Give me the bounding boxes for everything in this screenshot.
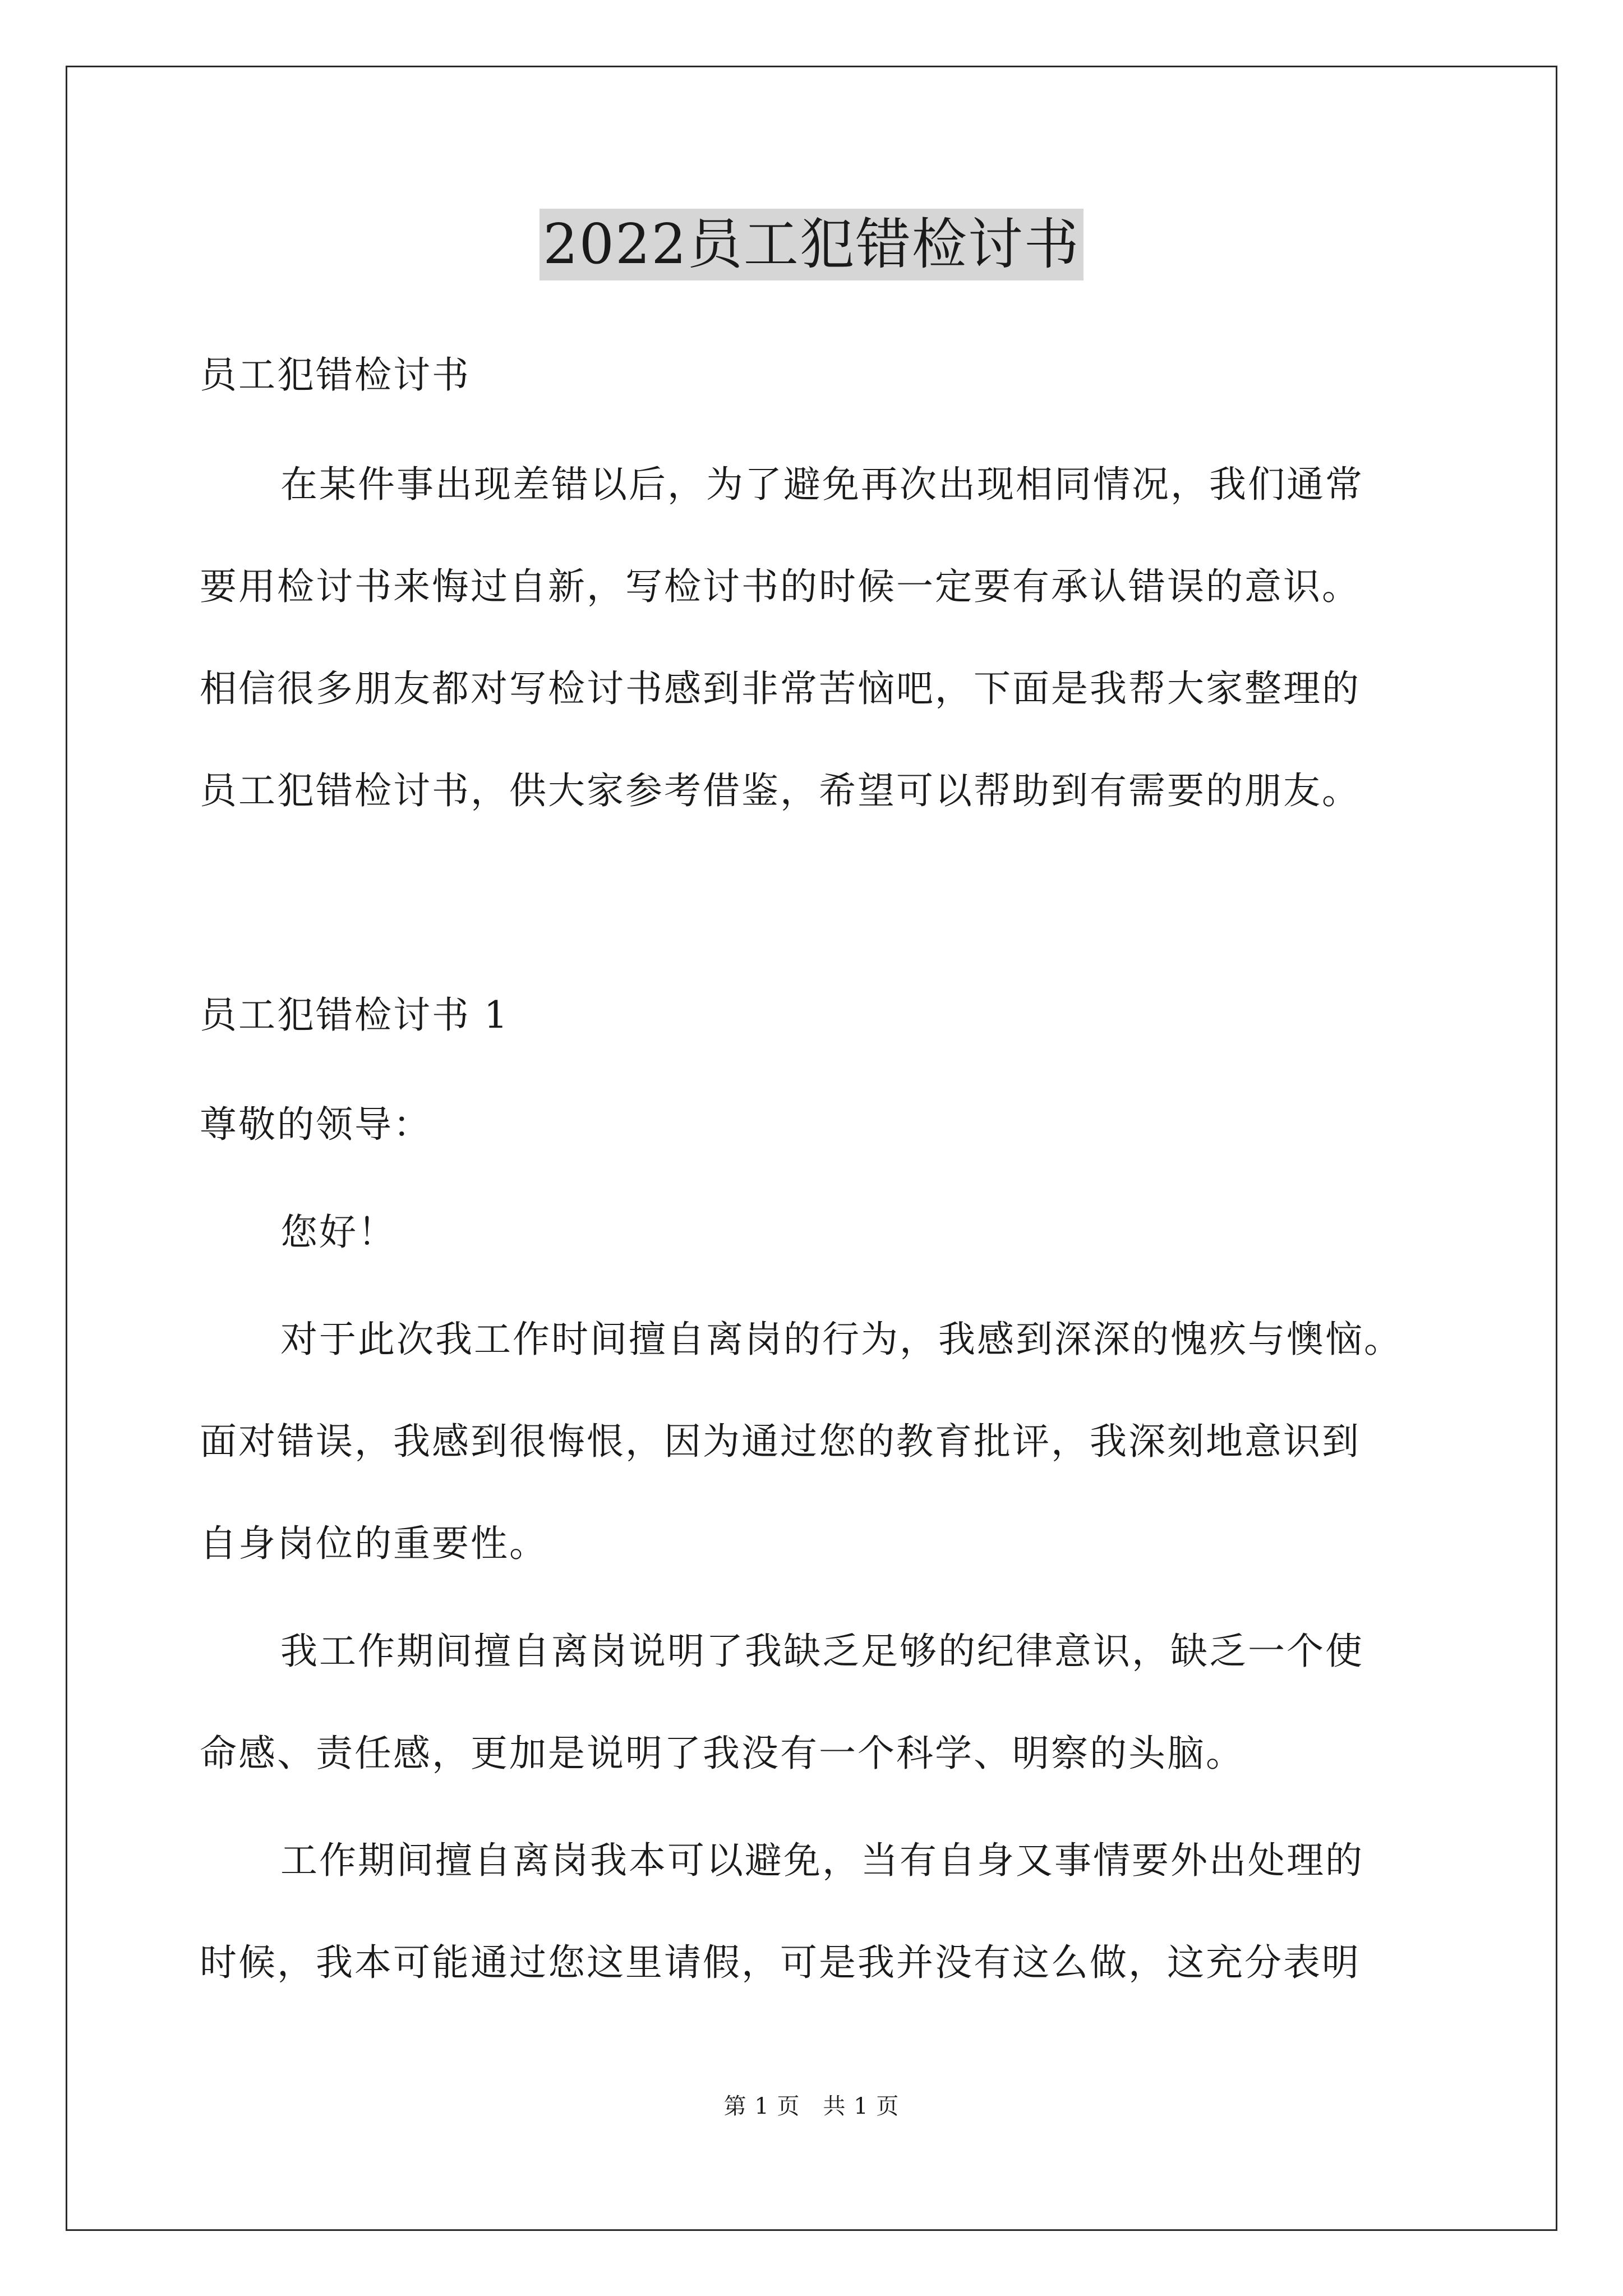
paragraph-line: 面对错误，我感到很悔恨，因为通过您的教育批评，我深刻地意识到 — [200, 1420, 1361, 1463]
intro-line: 要用检讨书来悔过自新，写检讨书的时候一定要有承认错误的意识。 — [200, 565, 1361, 608]
paragraph-line: 工作期间擅自离岗我本可以避免，当有自身又事情要外出处理的 — [280, 1839, 1364, 1882]
intro-line: 在某件事出现差错以后，为了避免再次出现相同情况，我们通常 — [280, 463, 1364, 506]
greeting: 您好！ — [280, 1211, 396, 1254]
page-number-footer: 第 1 页 共 1 页 — [723, 2093, 900, 2119]
paragraph-line: 我工作期间擅自离岗说明了我缺乏足够的纪律意识，缺乏一个使 — [280, 1630, 1364, 1673]
intro-line: 员工犯错检讨书，供大家参考借鉴，希望可以帮助到有需要的朋友。 — [200, 769, 1361, 812]
document-subtitle: 员工犯错检讨书 — [200, 353, 471, 397]
paragraph-line: 时候，我本可能通过您这里请假，可是我并没有这么做，这充分表明 — [200, 1941, 1361, 1984]
intro-line: 相信很多朋友都对写检讨书感到非常苦恼吧，下面是我帮大家整理的 — [200, 667, 1361, 710]
section-heading: 员工犯错检讨书 1 — [200, 993, 509, 1037]
paragraph-line: 自身岗位的重要性。 — [200, 1522, 548, 1565]
title-container — [0, 209, 1623, 280]
paragraph-line: 对于此次我工作时间擅自离岗的行为，我感到深深的愧疚与懊恼。 — [280, 1318, 1403, 1361]
paragraph-line: 命感、责任感，更加是说明了我没有一个科学、明察的头脑。 — [200, 1732, 1244, 1775]
salutation: 尊敬的领导： — [200, 1103, 432, 1146]
document-title: 2022员工犯错检讨书 — [540, 209, 1083, 280]
